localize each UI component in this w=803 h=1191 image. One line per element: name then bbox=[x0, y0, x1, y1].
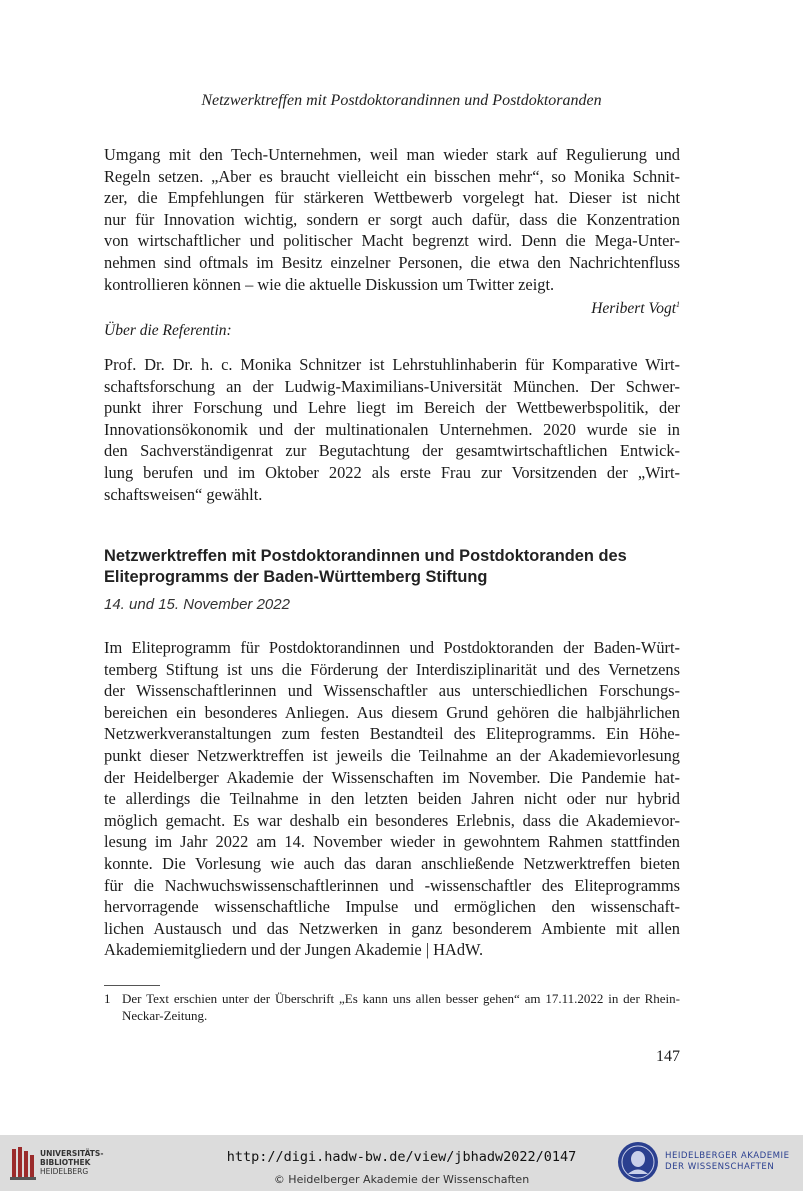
text-line: Prof. Dr. Dr. h. c. Monika Schnitzer ist Lehrstuhlinhaberin für Komparative Wirt- bbox=[104, 355, 680, 374]
academy-seal-icon bbox=[617, 1141, 659, 1183]
text-line: Umgang mit den Tech-Unternehmen, weil man wieder stark auf Regulierung und bbox=[104, 145, 680, 164]
text-line: der Heidelberger Akademie der Wissenschaften im November. Die Pandemie hat- bbox=[104, 767, 680, 787]
text-line: lichen Austausch und das Netzwerken in ganz besonderem Ambiente mit allen bbox=[104, 918, 680, 938]
text-line: für die Nachwuchswissenschaftlerinnen und -wissenschaftler des Eliteprogramms bbox=[104, 875, 680, 895]
text-line: bereichen ein besonderes Anliegen. Aus diesem Grund gehören die halbjährlichen bbox=[104, 702, 680, 722]
ub-logo-line: HEIDELBERG bbox=[40, 1167, 89, 1176]
section-title: Netzwerktreffen mit Postdoktorandinnen und Postdoktoranden des Eliteprogramms der Baden-Württemberg Stiftung bbox=[104, 547, 627, 586]
text-line: schaftsweisen“ gewählt. bbox=[104, 484, 263, 504]
academy-logo[interactable] bbox=[613, 1139, 803, 1187]
section-date: 14. und 15. November 2022 bbox=[104, 596, 290, 613]
text-line: te allerdings die Teilnahme in den letzten beiden Jahren nicht oder nur hybrid bbox=[104, 789, 680, 809]
ub-logo-line: UNIVERSITÄTS- bbox=[40, 1149, 104, 1158]
referent-heading: Über die Referentin: bbox=[104, 322, 232, 339]
intro-paragraph-text bbox=[104, 144, 680, 295]
text-line: Akademiemitgliedern und der Jungen Akademie | HAdW. bbox=[104, 940, 484, 960]
text-line: den Sachverständigenrat zur Begutachtung der gesamtwirtschaftlichen Entwick- bbox=[104, 441, 680, 461]
footnote-divider bbox=[104, 985, 160, 986]
text-line: konnte. Die Vorlesung wie auch das daran anschließende Netzwerktreffen bieten bbox=[104, 853, 680, 873]
author-name: Heribert Vogt bbox=[591, 300, 676, 318]
page-number: 147 bbox=[656, 1048, 680, 1065]
main-paragraph-text bbox=[104, 637, 680, 961]
text-line: von wirtschaftlicher und politischer Macht begrenzt wird. Denn die Mega-Unter- bbox=[104, 231, 680, 251]
footnote-mark[interactable]: 1 bbox=[676, 300, 680, 309]
document-url[interactable]: http://digi.hadw-bw.de/view/jbhadw2022/0147 bbox=[226, 1149, 577, 1165]
academy-logo-line: HEIDELBERGER AKADEMIE bbox=[665, 1151, 790, 1161]
text-line: Netzwerkveranstaltungen zum festen Bestandteil des Eliteprogramms. Ein Höhe- bbox=[104, 724, 680, 744]
academy-logo-line: DER WISSENSCHAFTEN bbox=[665, 1162, 775, 1172]
text-line: der Wissenschaftlerinnen und Wissenschaftler aus unterschiedlichen Forschungs- bbox=[104, 681, 680, 701]
text-line: temberg Stiftung ist uns die Förderung der Interdisziplinarität und des Vernetzens bbox=[104, 659, 680, 679]
author-signature bbox=[591, 300, 680, 318]
running-head: Netzwerktreffen mit Postdoktorandinnen und Postdoktoranden bbox=[201, 92, 602, 109]
viewer-footer-bar bbox=[0, 1135, 803, 1191]
text-line: möglich gemacht. Es war deshalb ein besonderes Erlebnis, dass die Akademievor- bbox=[104, 810, 680, 830]
referent-paragraph bbox=[104, 354, 680, 505]
academy-logo-text bbox=[665, 1151, 790, 1173]
text-line: Im Eliteprogramm für Postdoktorandinnen und Postdoktoranden der Baden-Würt- bbox=[104, 638, 680, 657]
footnote bbox=[104, 990, 680, 1024]
referent-paragraph-text bbox=[104, 354, 680, 505]
text-line: lung berufen und im Oktober 2022 als erste Frau zur Vorsitzenden der „Wirt- bbox=[104, 462, 680, 482]
text-line: zer, die Empfehlungen für stärkeren Wettbewerb vorgelegt hat. Dieser ist nicht bbox=[104, 188, 680, 208]
text-line: Regeln setzen. „Aber es braucht vielleicht ein bisschen mehr“, so Monika Schnit- bbox=[104, 166, 680, 186]
text-line: nehmen sind oftmals im Besitz einzelner Personen, die etwa den Nachrichtenfluss bbox=[104, 252, 680, 272]
text-line: kontrollieren können – wie die aktuelle Diskussion um Twitter zeigt. bbox=[104, 274, 555, 294]
copyright-notice: © Heidelberger Akademie der Wissenschaften bbox=[273, 1173, 530, 1186]
text-line: lesung im Jahr 2022 am 14. November wieder in gewohntem Rahmen stattfinden bbox=[104, 832, 680, 852]
text-line: punkt dieser Netzwerktreffen ist jeweils die Teilnahme an der Akademievorlesung bbox=[104, 745, 680, 765]
main-paragraph bbox=[104, 637, 680, 961]
text-line: Innovationsökonomik und der multinationalen Unternehmen. 2020 wurde sie in bbox=[104, 419, 680, 439]
footnote-text: Der Text erschien unter der Überschrift „Es kann uns allen besser gehen“ am 17.11.2022 in der Rhein-Neckar-Zeitung. bbox=[122, 991, 680, 1023]
text-line: nur für Innovation wichtig, sondern er sorgt auch dafür, dass die Konzentration bbox=[104, 209, 680, 229]
text-line: schaftsforschung an der Ludwig-Maximilians-Universität München. Der Schwer- bbox=[104, 376, 680, 396]
text-line: hervorragende wissenschaftliche Impulse und ermöglichen den wissenschaft- bbox=[104, 897, 680, 917]
footnote-number: 1 bbox=[104, 991, 111, 1006]
text-line: punkt ihrer Forschung und Lehre liegt im Bereich der Wettbewerbspolitik, der bbox=[104, 398, 680, 418]
intro-paragraph bbox=[104, 144, 680, 295]
ub-logo-line: BIBLIOTHEK bbox=[40, 1158, 91, 1167]
